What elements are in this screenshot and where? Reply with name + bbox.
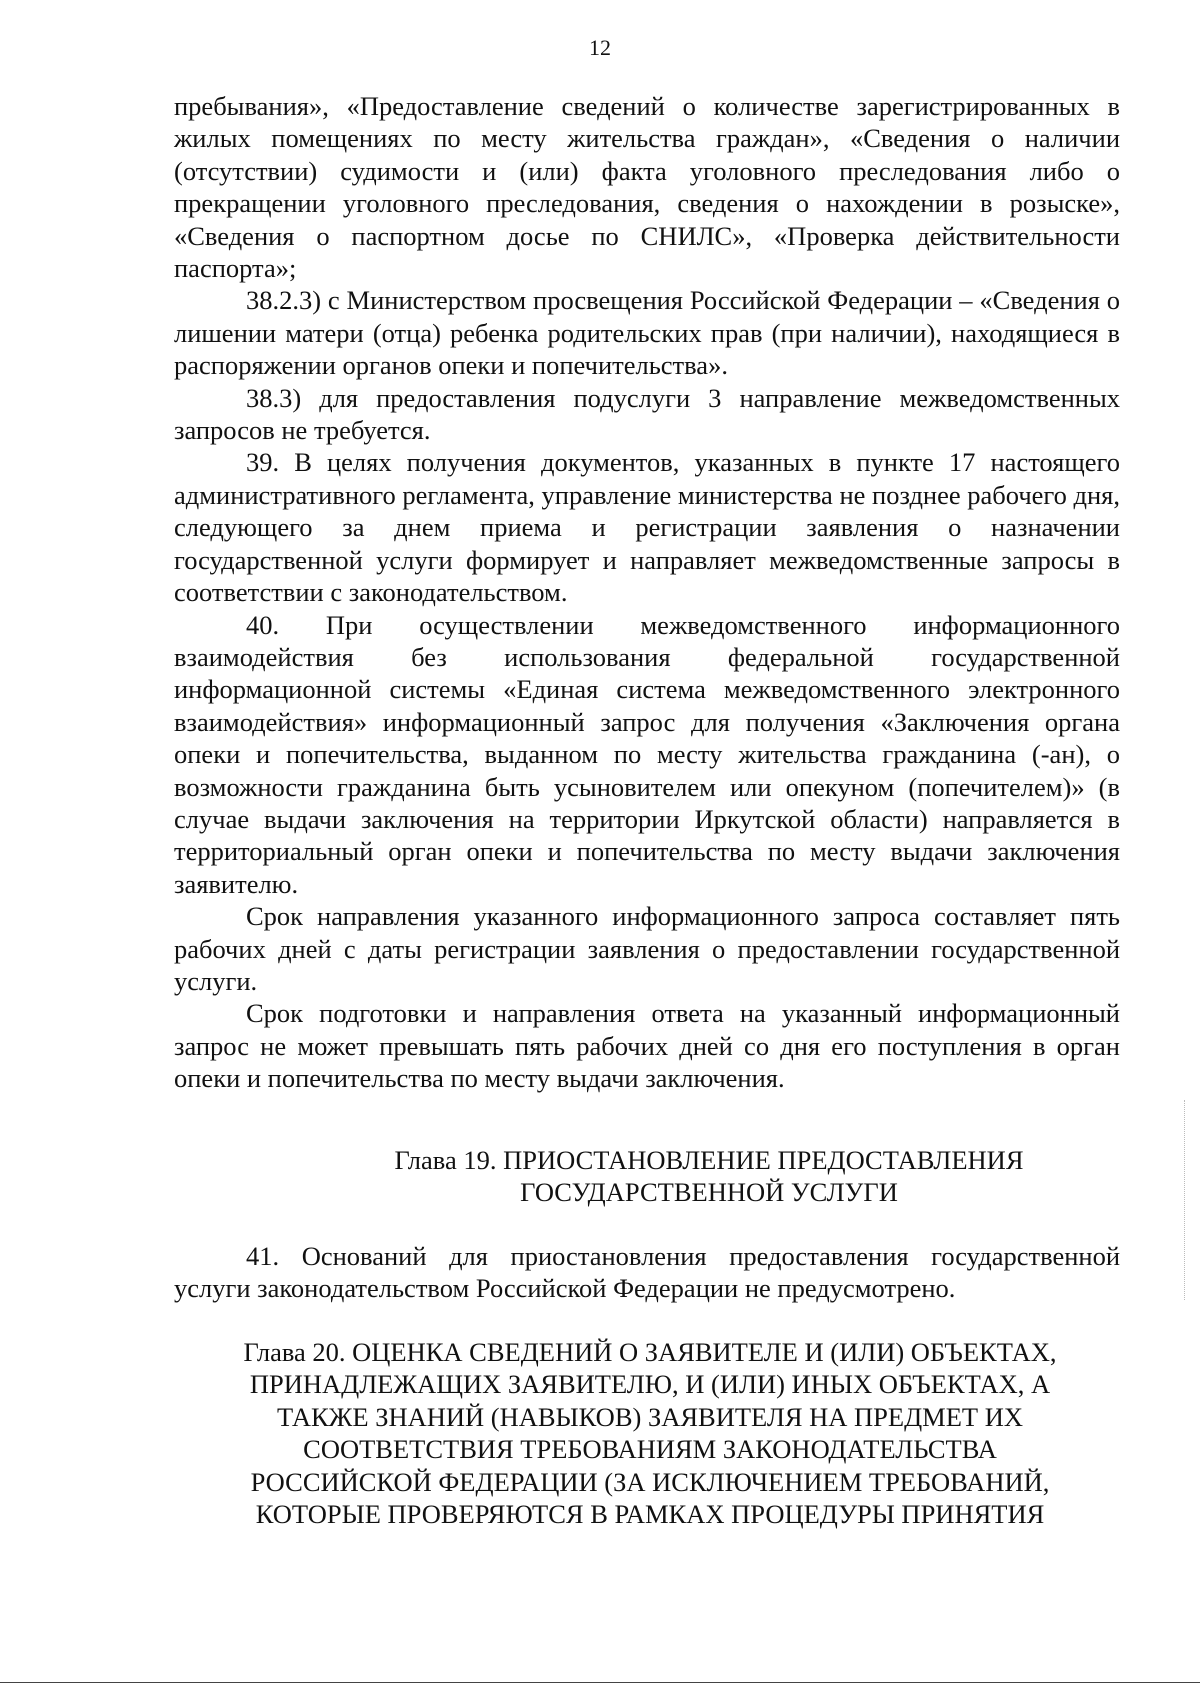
paragraph-39: 39. В целях получения документов, указанных в пункте 17 настоящего административного регламента, управление министерства не позднее рабочего дня, следующего за днем приема и регистрации заявления о назначении государственной услуги формирует и направляет межведомственные запросы в соответствии с законодательством. xyxy=(174,447,1120,608)
paragraph-response-deadline: Срок подготовки и направления ответа на указанный информационный запрос не может превышать пять рабочих дней со дня его поступления в орган опеки и попечительства по месту выдачи заключения. xyxy=(174,998,1120,1094)
chapter-20-heading-line: ТАКЖЕ ЗНАНИЙ (НАВЫКОВ) ЗАЯВИТЕЛЯ НА ПРЕДМЕТ ИХ xyxy=(276,1401,1024,1432)
paragraph-38-2-3: 38.2.3) с Министерством просвещения Российской Федерации – «Сведения о лишении матери (отца) ребенка родительских прав (при наличии), находящиеся в распоряжении органов опеки и попечительства». xyxy=(174,285,1120,381)
chapter-20-heading-line: РОССИЙСКОЙ ФЕДЕРАЦИИ (ЗА ИСКЛЮЧЕНИЕМ ТРЕБОВАНИЙ, xyxy=(250,1466,1050,1497)
paragraph-continuation: пребывания», «Предоставление сведений о количестве зарегистрированных в жилых помещениях по месту жительства граждан», «Сведения о наличии (отсутствии) судимости и (или) факта уголовного преследования либо о прекращении уголовного преследования, сведения о нахождении в розыске», «Сведения о паспортном досье по СНИЛС», «Проверка действительности паспорта»; xyxy=(174,91,1120,284)
chapter-20-heading-line: Глава 20. ОЦЕНКА СВЕДЕНИЙ О ЗАЯВИТЕЛЕ И (ИЛИ) ОБЪЕКТАХ, xyxy=(243,1337,1057,1367)
chapter-20-heading-line: ПРИНАДЛЕЖАЩИХ ЗАЯВИТЕЛЮ, И (ИЛИ) ИНЫХ ОБЪЕКТАХ, А xyxy=(249,1369,1051,1400)
chapter-20-heading xyxy=(160,1336,1140,1530)
chapter-19-heading xyxy=(236,1144,1182,1209)
paragraph-40: 40. При осуществлении межведомственного информационного взаимодействия без использования федеральной государственной информационной системы «Единая система межведомственного электронного взаимодействия» информационный запрос для получения «Заключения органа опеки и попечительства, выданном по месту жительства гражданина (-ан), о возможности гражданина быть усыновителем или опекуном (попечителем)» (в случае выдачи заключения на территории Иркутской области) направляется в территориальный орган опеки и попечительства по месту выдачи заключения заявителю. xyxy=(174,609,1120,899)
scan-margin-mark xyxy=(1184,1100,1185,1300)
paragraph-41-block xyxy=(174,1240,1120,1305)
paragraph-41: 41. Оснований для приостановления предоставления государственной услуги законодательством Российской Федерации не предусмотрено. xyxy=(174,1241,1120,1304)
page-bottom-edge xyxy=(0,1682,1200,1683)
body-text-block xyxy=(174,90,1120,1095)
chapter-20-heading-line: КОТОРЫЕ ПРОВЕРЯЮТСЯ В РАМКАХ ПРОЦЕДУРЫ ПРИНЯТИЯ xyxy=(255,1499,1045,1530)
paragraph-38-3: 38.3) для предоставления подуслуги 3 направление межведомственных запросов не требуется. xyxy=(174,382,1120,446)
paragraph-request-deadline: Срок направления указанного информационного запроса составляет пять рабочих дней с даты регистрации заявления о предоставлении государственной услуги. xyxy=(174,901,1120,996)
chapter-19-heading-line: ГОСУДАРСТВЕННОЙ УСЛУГИ xyxy=(520,1177,898,1208)
chapter-19-heading-line: Глава 19. ПРИОСТАНОВЛЕНИЕ ПРЕДОСТАВЛЕНИЯ xyxy=(394,1145,1024,1175)
page-number: 12 xyxy=(589,35,611,60)
chapter-20-heading-line: СООТВЕТСТВИЯ ТРЕБОВАНИЯМ ЗАКОНОДАТЕЛЬСТВА xyxy=(303,1434,997,1465)
